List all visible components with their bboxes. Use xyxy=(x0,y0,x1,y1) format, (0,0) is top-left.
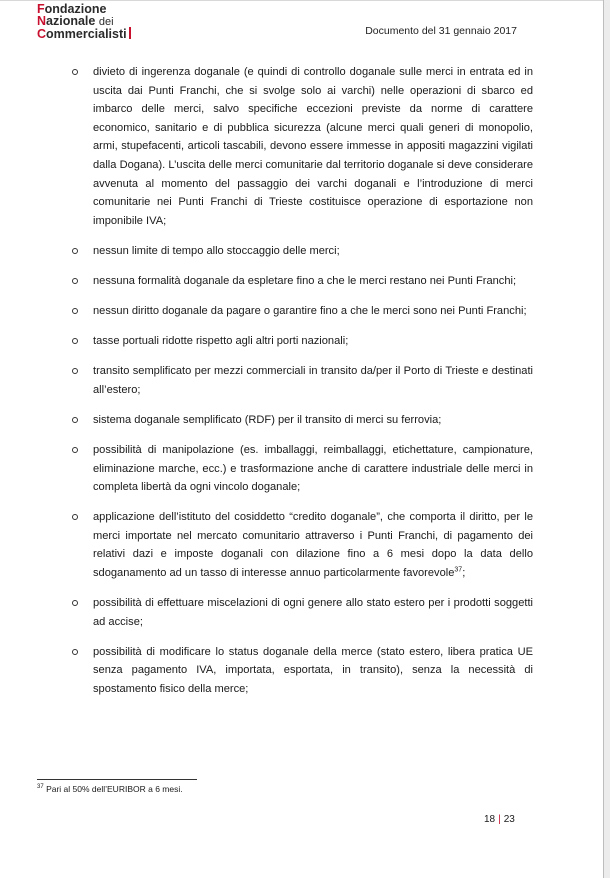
circle-bullet-icon xyxy=(72,649,78,655)
list-item: possibilità di modificare lo status doganale della merce (stato estero, libera pratica UE senza pagamento IVA, importata, esportata, in transito), senza la necessità di spostamento fisico della merce; xyxy=(38,643,533,699)
circle-bullet-icon xyxy=(72,368,78,374)
footnote-separator xyxy=(37,779,197,780)
circle-bullet-icon xyxy=(72,338,78,344)
document-date: Documento del 31 gennaio 2017 xyxy=(365,25,517,37)
circle-bullet-icon xyxy=(72,417,78,423)
circle-bullet-icon xyxy=(72,514,78,520)
page-number: 18 | 23 xyxy=(484,814,515,825)
list-item: sistema doganale semplificato (RDF) per il transito di merci su ferrovia; xyxy=(38,411,533,430)
list-item: nessun limite di tempo allo stoccaggio delle merci; xyxy=(38,242,533,261)
logo-accent-bar xyxy=(129,27,131,39)
circle-bullet-icon xyxy=(72,278,78,284)
circle-bullet-icon xyxy=(72,248,78,254)
list-item: divieto di ingerenza doganale (e quindi di controllo doganale sulle merci in entrata ed in uscita dai Punti Franchi, che si svolge solo ai varchi) nelle operazioni di sbarco ed imbarco delle merci, salvo specifiche eccezioni previste da norme di carattere economico, sanitario e di pubblica sicurezza (alcune merci quali generi di monopolio, armi, stupefacenti, articoli tascabili, devono essere immesse in appositi magazzini vigilati dalla Dogana). L’uscita delle merci comunitarie dal territorio doganale si deve considerare avvenuta al momento del passaggio dei varchi doganali e l’introduzione di merci comunitarie nei Punti Franchi di Trieste costituisce operazione di esportazione non imponibile IVA; xyxy=(38,63,533,230)
bullet-list xyxy=(38,63,533,710)
window-right-gutter xyxy=(604,0,610,878)
list-item: tasse portuali ridotte rispetto agli altri porti nazionali; xyxy=(38,332,533,351)
list-item: nessun diritto doganale da pagare o garantire fino a che le merci sono nei Punti Franchi; xyxy=(38,302,533,321)
footnote-reference[interactable]: 37 xyxy=(454,566,463,574)
list-item: applicazione dell’istituto del cosiddetto “credito doganale”, che comporta il diritto, per le merci importate nel mercato comunitario attraverso i Punti Franchi, di pagamento dei relativi dazi e imposte doganali con dilazione fino a 6 mesi dopo la data dello sdoganamento ad un tasso di interesse annuo particolarmente favorevole$^{37}$; xyxy=(38,508,533,582)
list-item: possibilità di effettuare miscelazioni di ogni genere allo stato estero per i prodotti soggetti ad accise; xyxy=(38,594,533,631)
circle-bullet-icon xyxy=(72,69,78,75)
list-item: nessuna formalità doganale da espletare fino a che le merci restano nei Punti Franchi; xyxy=(38,272,533,291)
footnote: $^{37}$ Pari al 50% dell’EURIBOR a 6 mesi. xyxy=(37,784,183,794)
list-item: transito semplificato per mezzi commerciali in transito da/per il Porto di Trieste e destinati all’estero; xyxy=(38,362,533,399)
circle-bullet-icon xyxy=(72,600,78,606)
fondazione-logo: Fondazione Nazionale dei Commercialisti xyxy=(37,2,127,41)
circle-bullet-icon xyxy=(72,447,78,453)
list-item: possibilità di manipolazione (es. imballaggi, reimballaggi, etichettature, campionature, eliminazione marche, ecc.) e trasformazione anche di carattere industriale delle merci in completa libertà da ogni vincolo doganale; xyxy=(38,441,533,497)
circle-bullet-icon xyxy=(72,308,78,314)
page-top-edge xyxy=(0,0,610,1)
